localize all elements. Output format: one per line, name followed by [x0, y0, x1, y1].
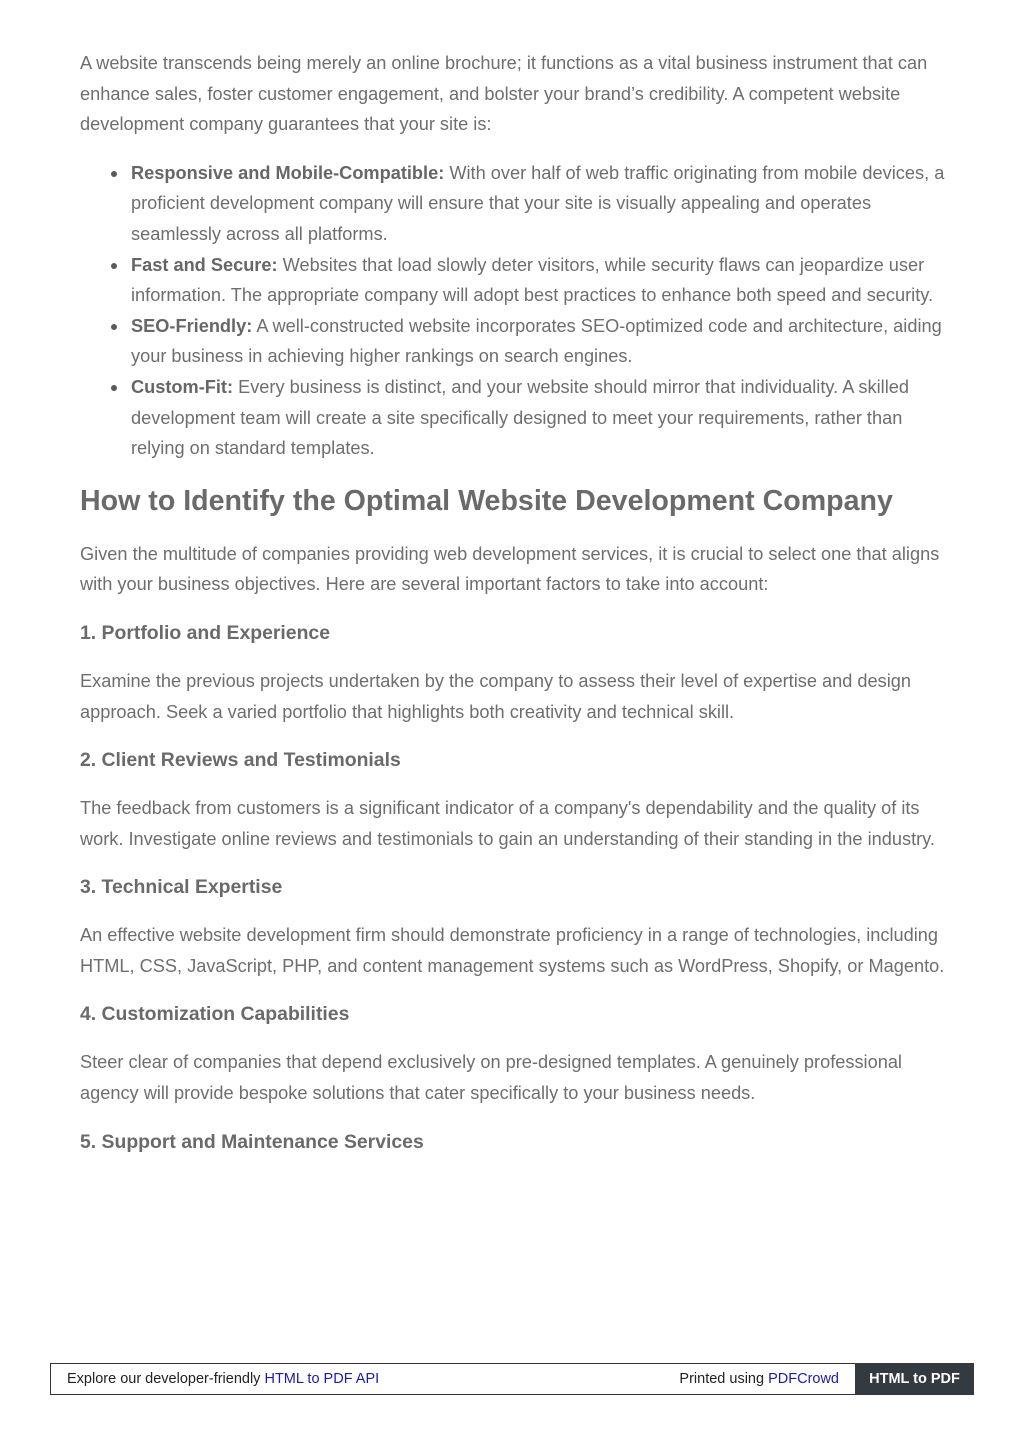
footer-left-text: Explore our developer-friendly	[67, 1371, 265, 1387]
list-item-label: Responsive and Mobile-Compatible:	[131, 162, 445, 183]
factor-paragraph: The feedback from customers is a significant indicator of a company's dependability and the quality of its work. Investigate online reviews and testimonials to gain an understanding of their standing in the industry.	[80, 798, 935, 849]
bullet-icon	[111, 171, 117, 177]
bullet-icon	[111, 385, 117, 391]
list-item	[131, 250, 948, 311]
factor-heading: 4. Customization Capabilities	[80, 1003, 350, 1026]
section-intro: Given the multitude of companies providing web development services, it is crucial to select one that aligns with your business objectives. Here are several important factors to take into account:	[80, 543, 940, 595]
html-to-pdf-badge[interactable]: HTML to PDF	[855, 1363, 974, 1395]
footer-right-text: Printed using	[679, 1371, 769, 1387]
list-item-text: A well-constructed website incorporates SEO-optimized code and architecture, aiding your business in achieving higher rankings on search engines.	[131, 315, 942, 367]
list-item-text: Every business is distinct, and your website should mirror that individuality. A skilled development team will create a site specifically designed to meet your requirements, rather than relying on standard templates.	[131, 376, 909, 459]
factor-paragraph: Steer clear of companies that depend exclusively on pre-designed templates. A genuinely professional agency will provide bespoke solutions that cater specifically to your business needs.	[80, 1052, 902, 1104]
footer-left	[67, 1364, 379, 1394]
bullet-icon	[111, 324, 117, 330]
bullet-icon	[111, 263, 117, 269]
factor-paragraph: An effective website development firm should demonstrate proficiency in a range of technologies, including HTML, CSS, JavaScript, PHP, and content management systems such as WordPress, Shopify, or Magento.	[80, 925, 945, 976]
list-item	[131, 372, 948, 464]
list-item-label: SEO-Friendly:	[131, 315, 253, 336]
intro-paragraph: A website transcends being merely an online brochure; it functions as a vital business instrument that can enhance sales, foster customer engagement, and bolster your brand’s credibility. A competent website development company guarantees that your site is:	[80, 53, 928, 135]
list-item-label: Fast and Secure:	[131, 254, 278, 275]
pdfcrowd-link[interactable]: PDFCrowd	[768, 1371, 839, 1387]
pdfcrowd-footer	[50, 1363, 974, 1395]
section-heading: How to Identify the Optimal Website Development Company	[80, 484, 893, 517]
factor-paragraph: Examine the previous projects undertaken by the company to assess their level of expertise and design approach. Seek a varied portfolio that highlights both creativity and technical skill.	[80, 670, 912, 722]
factor-heading: 3. Technical Expertise	[80, 876, 283, 899]
list-item	[131, 311, 948, 372]
factor-heading: 5. Support and Maintenance Services	[80, 1130, 424, 1153]
list-item	[131, 158, 948, 250]
article-content	[80, 48, 948, 1175]
feature-list	[80, 158, 948, 464]
html-to-pdf-api-link[interactable]: HTML to PDF API	[264, 1371, 380, 1387]
list-item-text: With over half of web traffic originating from mobile devices, a proficient development company will ensure that your site is visually appealing and operates seamlessly across all platforms.	[131, 162, 945, 244]
list-item-text: Websites that load slowly deter visitors, while security flaws can jeopardize user information. The appropriate company will adopt best practices to enhance both speed and security.	[131, 254, 934, 306]
list-item-label: Custom-Fit:	[131, 376, 234, 397]
factor-heading: 1. Portfolio and Experience	[80, 621, 330, 644]
factor-heading: 2. Client Reviews and Testimonials	[80, 749, 401, 772]
footer-right	[679, 1364, 839, 1394]
